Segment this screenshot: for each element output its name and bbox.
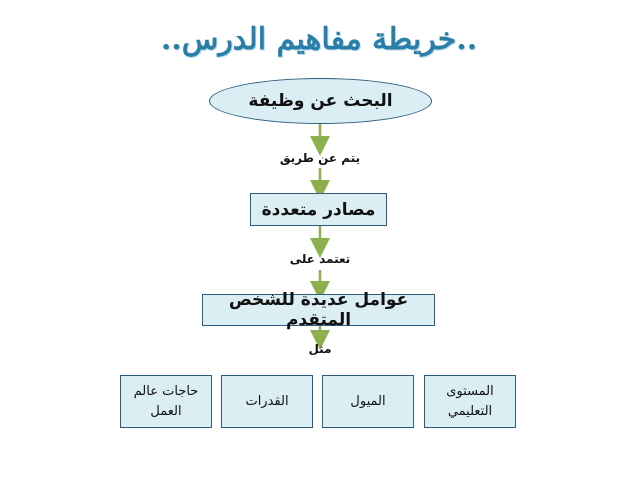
example-box-education-level	[424, 375, 516, 428]
node-multiple-sources-label: مصادر متعددة	[261, 199, 376, 220]
link-label-such-as: مثل	[308, 342, 332, 356]
node-many-factors	[202, 290, 435, 330]
example-box-labor-market-needs	[120, 375, 212, 428]
example-abilities-label: القدرات	[245, 393, 289, 409]
example-box-inclinations	[322, 375, 414, 428]
example-education-level-label: المستوى التعليمي	[446, 383, 494, 419]
example-box-abilities	[221, 375, 313, 428]
example-inclinations-label: الميول	[350, 393, 386, 409]
example-labor-market-needs-label: حاجات عالم العمل	[133, 383, 199, 419]
node-job-search-label: البحث عن وظيفة	[248, 91, 393, 111]
link-label-through: يتم عن طريق	[279, 151, 361, 165]
node-job-search	[209, 78, 432, 124]
diagram-title: ..خريطة مفاهيم الدرس..	[160, 22, 478, 57]
link-label-depends-on: تعتمد على	[289, 252, 351, 266]
node-many-factors-label: عوامل عديدة للشخص المتقدم	[228, 290, 409, 330]
node-multiple-sources	[250, 193, 387, 226]
